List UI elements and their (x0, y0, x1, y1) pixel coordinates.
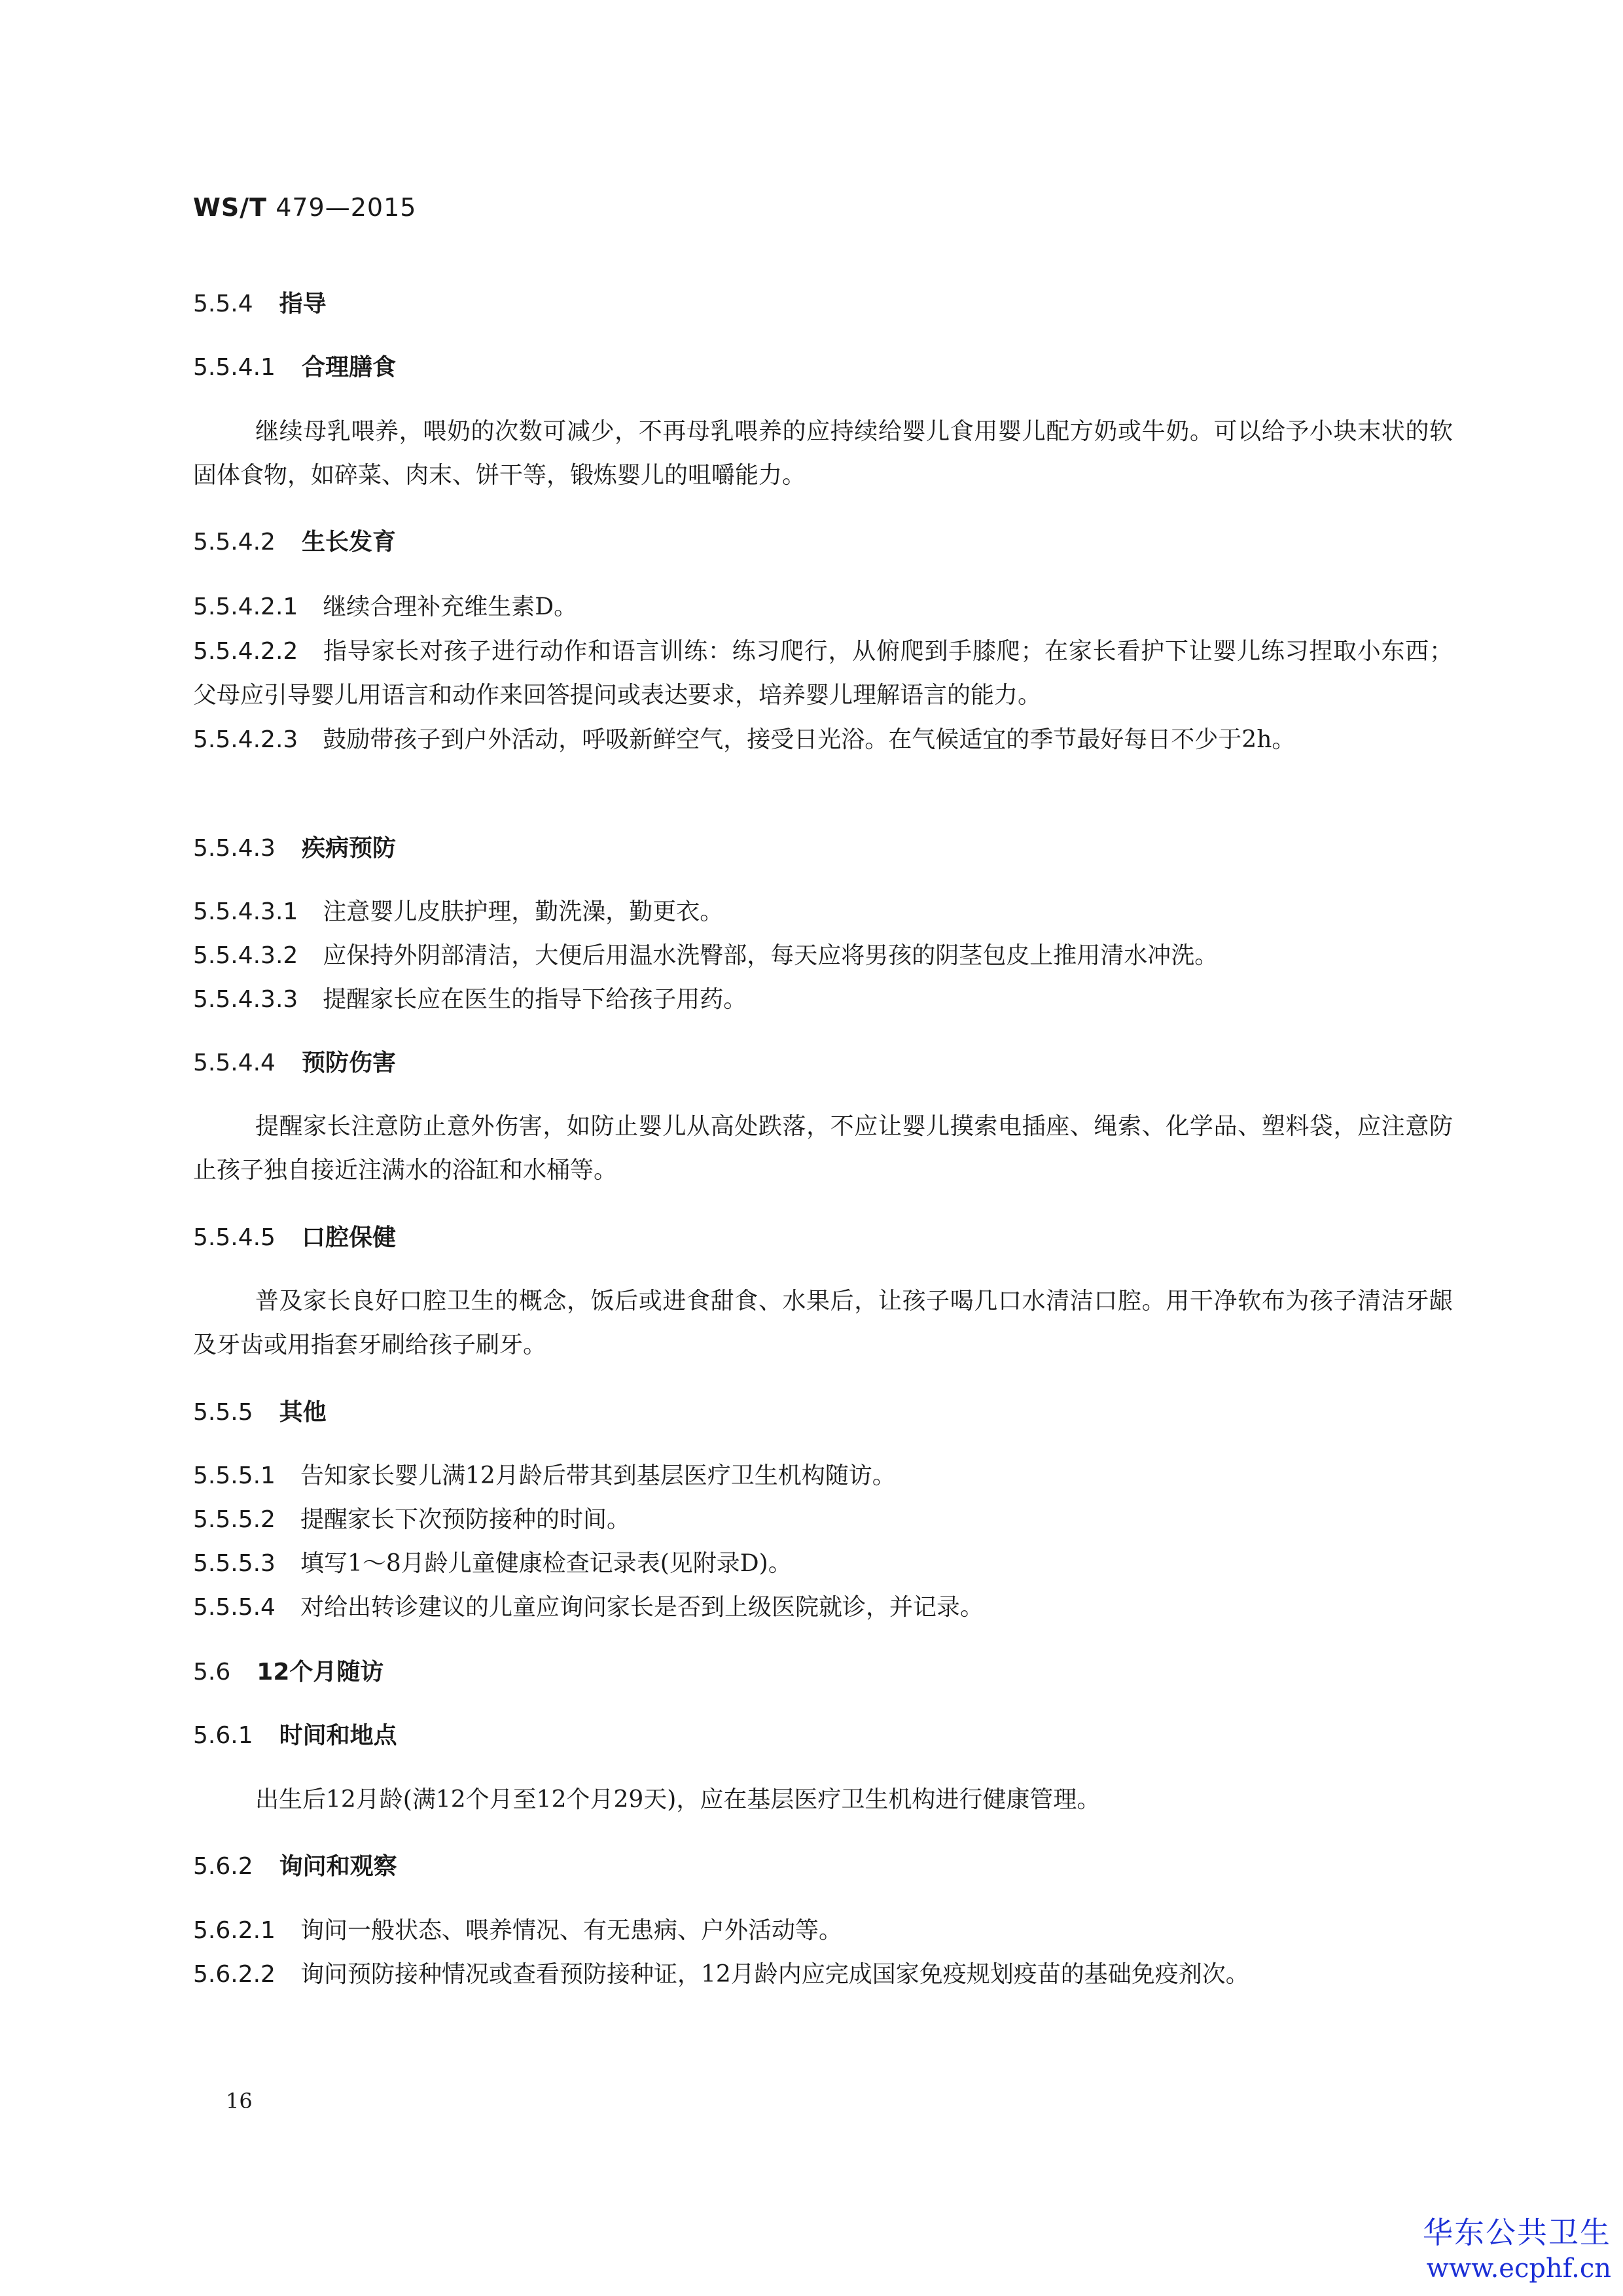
heading-5-5-4-5 (193, 1222, 1453, 1254)
standard-number: 479—2015 (276, 193, 417, 222)
item-5-5-4-3-3 (193, 978, 1453, 1021)
item-text: 对给出转诊建议的儿童应询问家长是否到上级医院就诊，并记录。 (300, 1594, 984, 1621)
clause-title: 生长发育 (301, 529, 396, 556)
heading-5-5-4-4 (193, 1047, 1453, 1080)
heading-5-5-4-1 (193, 351, 1453, 384)
item-5-5-5-2 (193, 1498, 1453, 1542)
page-number: 16 (226, 2089, 253, 2113)
clause-number: 5.6 (193, 1659, 231, 1686)
item-number: 5.5.4.3.3 (193, 986, 298, 1013)
item-5-5-4-2-2 (193, 629, 1453, 717)
item-5-5-4-3-1 (193, 890, 1453, 934)
item-number: 5.5.5.4 (193, 1594, 276, 1621)
paragraph-time-place: 出生后12月龄(满12个月至12个月29天)，应在基层医疗卫生机构进行健康管理。 (255, 1786, 1101, 1813)
clause-number: 5.5.4.4 (193, 1050, 276, 1076)
item-5-5-4-2-1 (193, 585, 1453, 629)
item-number: 5.5.4.3.2 (193, 942, 298, 969)
clause-number: 5.5.4.1 (193, 354, 276, 381)
item-number: 5.5.4.2.1 (193, 593, 298, 620)
clause-number: 5.5.4.3 (193, 835, 276, 862)
clause-number: 5.5.4.5 (193, 1224, 276, 1251)
item-number: 5.5.4.2.3 (193, 726, 298, 753)
heading-5-5-5 (193, 1396, 1453, 1429)
item-number: 5.5.5.2 (193, 1506, 276, 1533)
standard-prefix: WS/T (193, 193, 268, 222)
clause-number: 5.5.5 (193, 1399, 253, 1426)
clause-number: 5.6.1 (193, 1722, 253, 1749)
item-number: 5.6.2.2 (193, 1961, 276, 1988)
item-number: 5.6.2.1 (193, 1917, 276, 1944)
item-text: 指导家长对孩子进行动作和语言训练：练习爬行，从俯爬到手膝爬；在家长看护下让婴儿练习捏取小东西；父母应引导婴儿用语言和动作来回答提问或表达要求，培养婴儿理解语言的能力。 (193, 638, 1453, 709)
item-5-5-5-3 (193, 1542, 1453, 1585)
item-5-6-2-1 (193, 1909, 1453, 1952)
clause-title: 询问和观察 (279, 1853, 397, 1880)
heading-5-5-4-2 (193, 526, 1453, 559)
heading-5-6-1 (193, 1720, 1453, 1752)
clause-number: 5.6.2 (193, 1853, 253, 1880)
item-number: 5.5.5.1 (193, 1462, 276, 1489)
item-text: 注意婴儿皮肤护理，勤洗澡，勤更衣。 (323, 898, 724, 925)
item-5-6-2-2 (193, 1952, 1453, 1996)
item-text: 填写1～8月龄儿童健康检查记录表(见附录D)。 (300, 1550, 792, 1577)
clause-title: 合理膳食 (301, 354, 396, 381)
clause-title: 其他 (279, 1399, 327, 1426)
item-text: 继续合理补充维生素D。 (323, 593, 578, 620)
item-text: 询问一般状态、喂养情况、有无患病、户外活动等。 (300, 1917, 842, 1944)
item-text: 应保持外阴部清洁，大便后用温水洗臀部，每天应将男孩的阴茎包皮上推用清水冲洗。 (323, 942, 1219, 969)
standard-code (193, 193, 416, 222)
item-text: 鼓励带孩子到户外活动，呼吸新鲜空气，接受日光浴。在气候适宜的季节最好每日不少于2h。 (323, 726, 1296, 753)
paragraph-oral-care: 普及家长良好口腔卫生的概念，饭后或进食甜食、水果后，让孩子喝几口水清洁口腔。用干净软布为孩子清洁牙龈及牙齿或用指套牙刷给孩子刷牙。 (193, 1288, 1453, 1358)
item-number: 5.5.4.3.1 (193, 898, 298, 925)
heading-5-6 (193, 1656, 1453, 1689)
paragraph-injury-prevention: 提醒家长注意防止意外伤害，如防止婴儿从高处跌落，不应让婴儿摸索电插座、绳索、化学品、塑料袋，应注意防止孩子独自接近注满水的浴缸和水桶等。 (193, 1113, 1453, 1184)
watermark-name: 华东公共卫生 (1423, 2215, 1611, 2250)
item-5-5-5-1 (193, 1454, 1453, 1498)
paragraph-diet: 继续母乳喂养，喂奶的次数可减少，不再母乳喂养的应持续给婴儿食用婴儿配方奶或牛奶。可以给予小块末状的软固体食物，如碎菜、肉末、饼干等，锻炼婴儿的咀嚼能力。 (193, 418, 1453, 489)
heading-5-5-4-3 (193, 832, 1453, 865)
watermark (1423, 2214, 1611, 2286)
item-text: 告知家长婴儿满12月龄后带其到基层医疗卫生机构随访。 (300, 1462, 896, 1489)
item-number: 5.5.4.2.2 (193, 638, 298, 665)
clause-title: 口腔保健 (301, 1224, 396, 1251)
clause-number: 5.5.4 (193, 291, 253, 317)
clause-title: 时间和地点 (279, 1722, 397, 1749)
clause-number: 5.5.4.2 (193, 529, 276, 556)
item-text: 提醒家长应在医生的指导下给孩子用药。 (323, 986, 747, 1013)
item-5-5-4-3-2 (193, 934, 1453, 978)
watermark-url: www.ecphf.cn (1426, 2253, 1611, 2284)
heading-5-5-4 (193, 288, 1453, 321)
item-5-5-5-4 (193, 1585, 1453, 1629)
item-5-5-4-2-3 (193, 718, 1453, 762)
clause-title: 疾病预防 (301, 835, 396, 862)
clause-title: 12个月随访 (257, 1659, 384, 1686)
heading-5-6-2 (193, 1850, 1453, 1883)
clause-title: 预防伤害 (301, 1050, 396, 1076)
clause-title: 指导 (279, 291, 327, 317)
item-number: 5.5.5.3 (193, 1550, 276, 1577)
item-text: 询问预防接种情况或查看预防接种证，12月龄内应完成国家免疫规划疫苗的基础免疫剂次。 (300, 1961, 1249, 1988)
item-text: 提醒家长下次预防接种的时间。 (300, 1506, 630, 1533)
